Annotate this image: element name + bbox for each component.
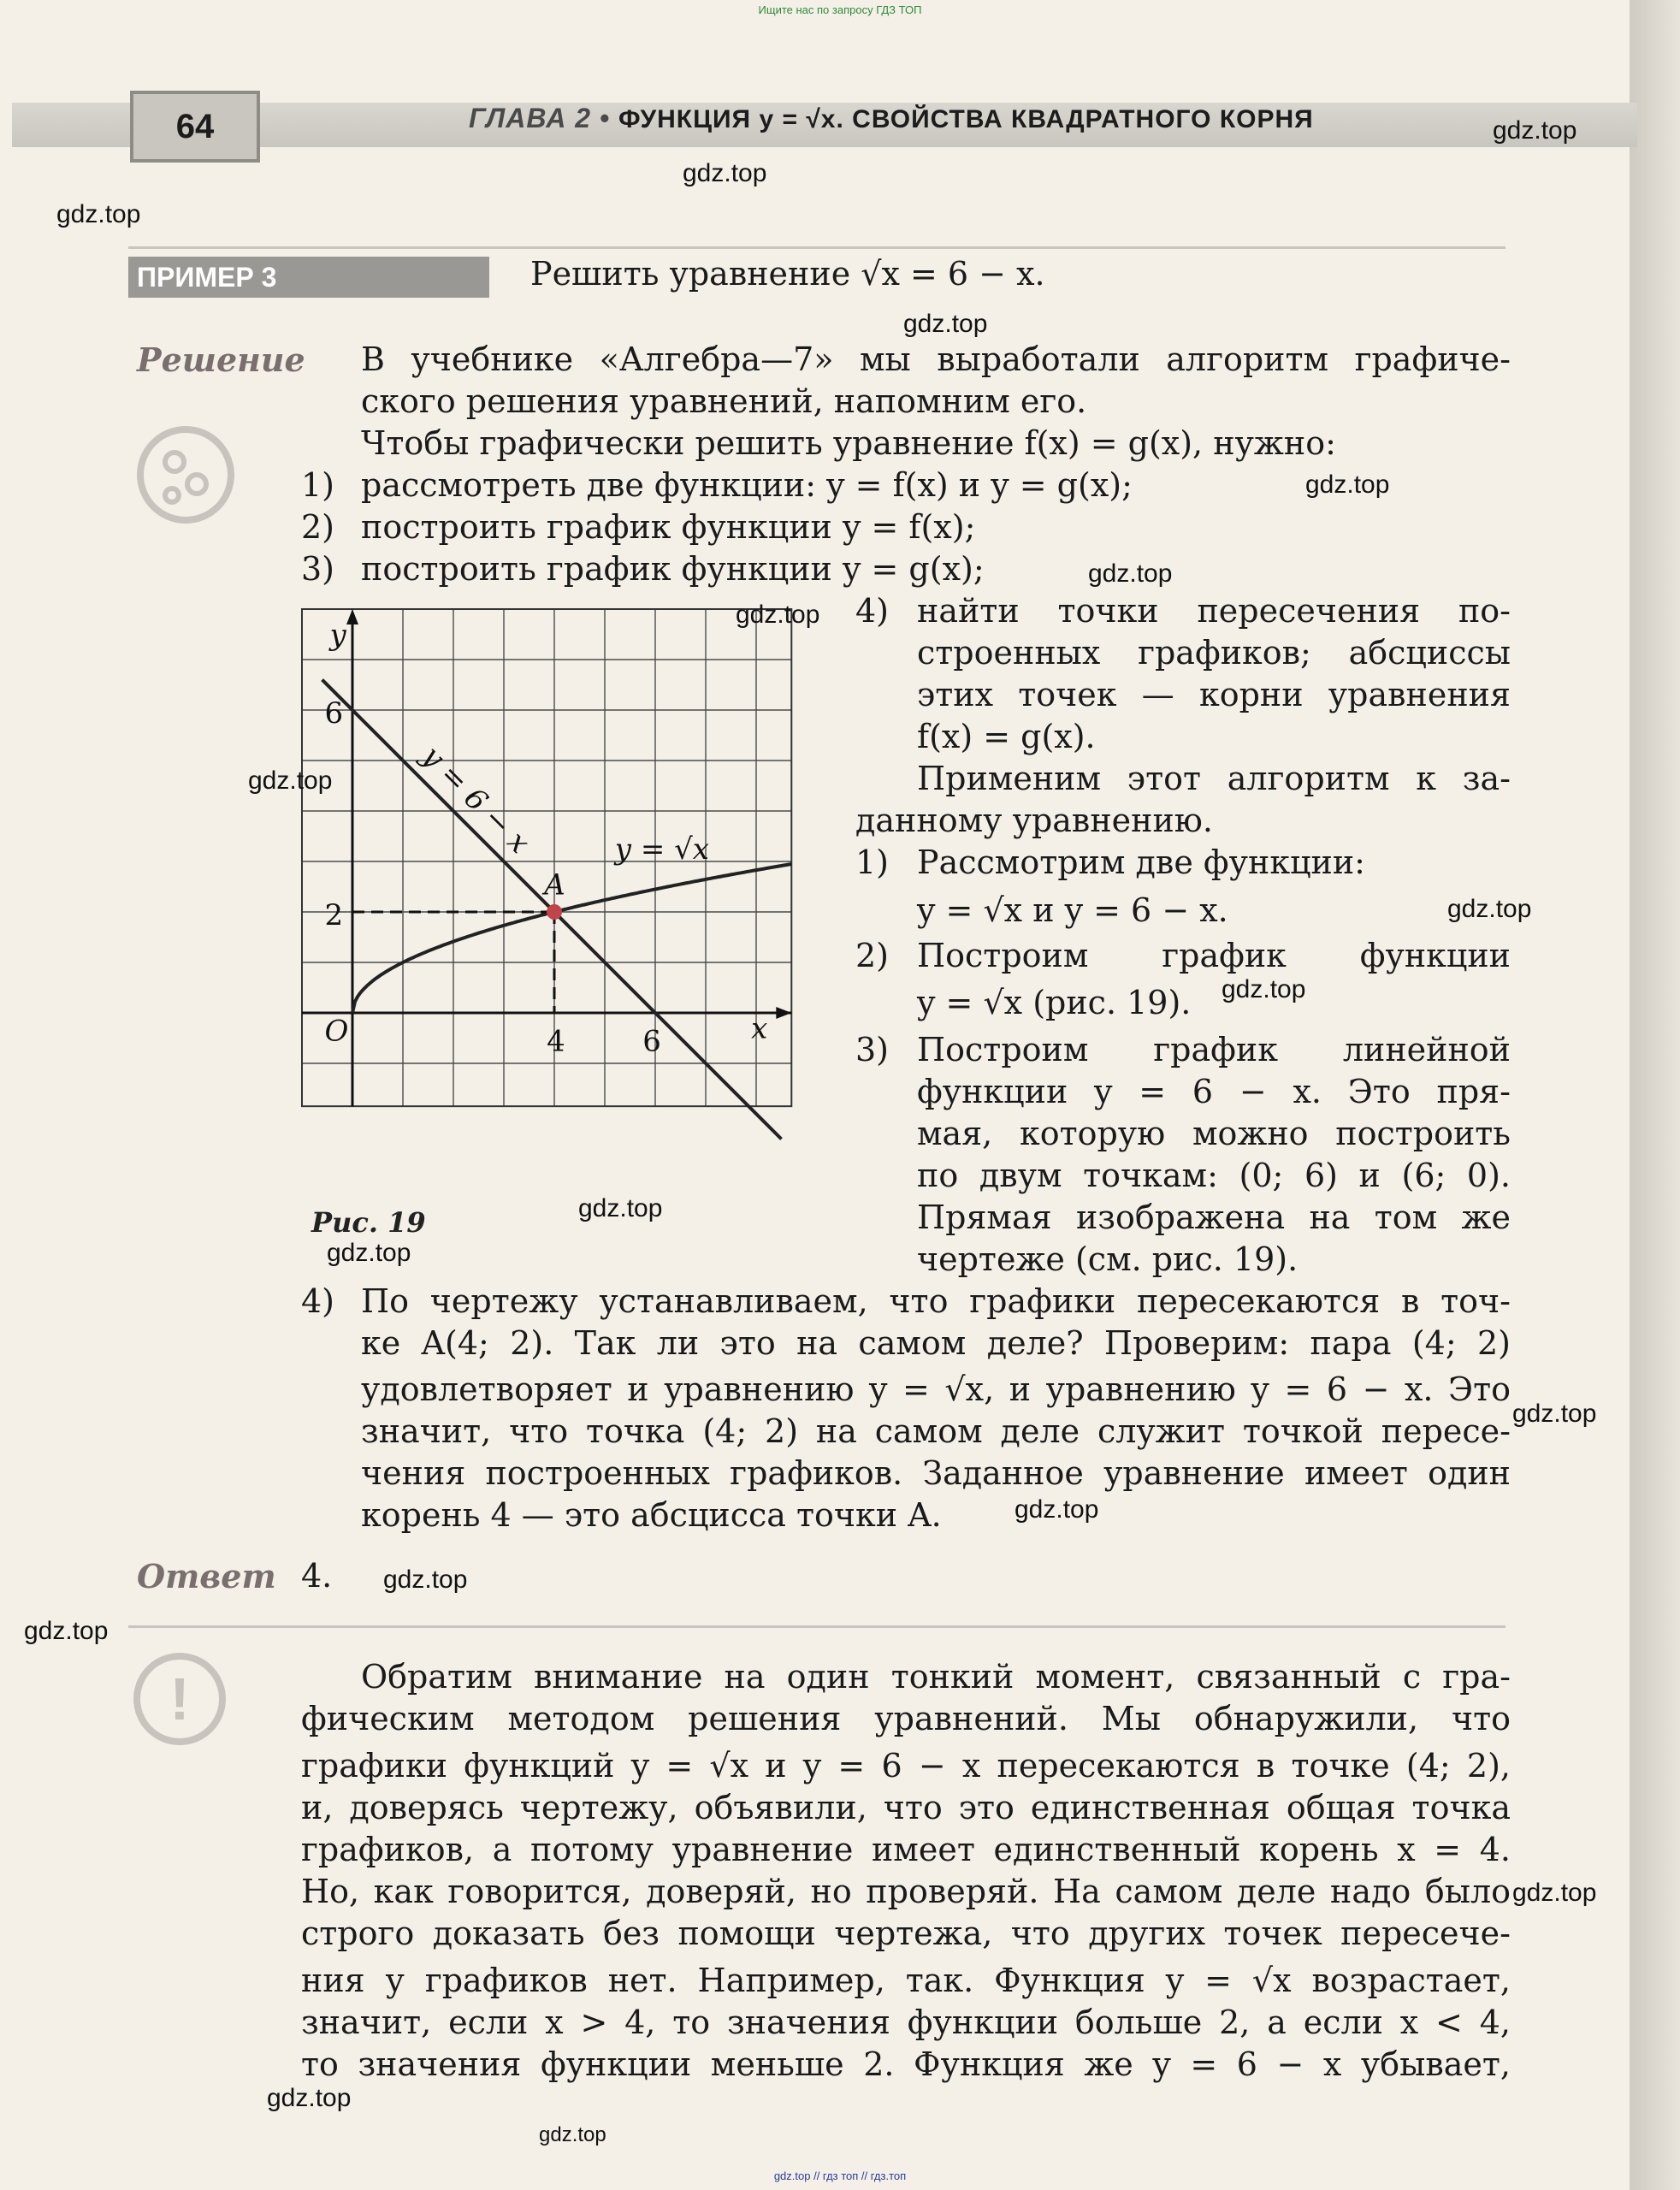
watermark: gdz.top	[56, 200, 141, 228]
answer-value: 4.	[301, 1557, 333, 1595]
text-line: рассмотреть две функции: y = f(x) и y = g(x);	[361, 466, 1133, 504]
text-line: ния у графиков нет. Например, так. Функция y = √x возрастает,	[301, 1962, 1511, 1999]
text-line: чения построенных графиков. Заданное уравнение имеет один	[361, 1454, 1511, 1492]
origin-label: O	[324, 1014, 349, 1049]
tick-label-x6: 6	[642, 1024, 661, 1059]
text-line: удовлетворяет и уравнению y = √x, и уравнению y = 6 − x. Это	[361, 1370, 1511, 1408]
step-number: 4)	[301, 1282, 335, 1320]
text-line: значит, если x > 4, то значения функции больше 2, а если x < 4,	[301, 2004, 1511, 2041]
watermark: gdz.top	[383, 1566, 468, 1594]
x-axis-label: x	[751, 1011, 768, 1046]
text-line: значит, что точка (4; 2) на самом деле служит точкой пересе-	[361, 1412, 1511, 1450]
point-label-a: A	[544, 867, 565, 903]
step-number: 1)	[301, 466, 335, 504]
series-label-linear: y = 6 − x	[415, 739, 536, 861]
watermark: gdz.top	[1222, 975, 1306, 1003]
watermark: gdz.top	[248, 766, 333, 795]
step-number: 3)	[855, 1031, 890, 1068]
x-axis-arrow	[776, 1007, 791, 1019]
text-line: По чертежу устанавливаем, что графики пересекаются в точ-	[361, 1282, 1511, 1320]
example-task: Решить уравнение √x = 6 − x.	[530, 255, 1045, 293]
watermark: gdz.top	[736, 601, 820, 629]
watermark: gdz.top	[267, 2084, 352, 2112]
watermark: gdz.top	[539, 2123, 606, 2146]
text-line: функции y = 6 − x. Это пря-	[917, 1073, 1511, 1110]
chapter-label: ГЛАВА 2	[469, 103, 591, 133]
watermark: gdz.top	[683, 159, 767, 187]
text-line: найти точки пересечения по-	[917, 592, 1511, 630]
intersection-point-a	[547, 904, 562, 920]
text-line: корень 4 — это абсцисса точки A.	[361, 1496, 942, 1534]
chapter-name: ФУНКЦИЯ y = √x. СВОЙСТВА КВАДРАТНОГО КОРНЯ	[618, 105, 1314, 133]
text-line: строенных графиков; абсциссы	[917, 634, 1511, 672]
tick-label-y2: 2	[324, 897, 344, 932]
watermark: gdz.top	[327, 1239, 411, 1267]
text-line: В учебнике «Алгебра—7» мы выработали алгоритм графиче-	[361, 340, 1511, 378]
text-line: построить график функции y = g(x);	[361, 550, 985, 588]
watermark: gdz.top	[903, 310, 988, 338]
section-divider	[128, 1625, 1505, 1628]
y-axis-label: y	[329, 618, 346, 653]
figure-caption: Рис. 19	[311, 1206, 426, 1239]
figure-19	[301, 601, 806, 1174]
solution-label: Решение	[137, 340, 305, 379]
section-divider	[128, 246, 1505, 249]
text-line: Обратим внимание на один тонкий момент, связанный с гра-	[361, 1658, 1511, 1696]
figure-19-graph	[301, 601, 806, 1174]
text-line: Чтобы графически решить уравнение f(x) = g(x), нужно:	[361, 424, 1336, 462]
watermark: gdz.top	[578, 1194, 663, 1222]
text-line: ке A(4; 2). Так ли это на самом деле? Проверим: пара (4; 2)	[361, 1324, 1511, 1362]
step-number: 3)	[301, 550, 335, 588]
text-line: y = √x и y = 6 − x.	[917, 891, 1228, 929]
series-sqrt-line	[352, 864, 791, 1013]
text-line: Построим график линейной	[917, 1031, 1511, 1068]
step-number: 1)	[855, 843, 890, 881]
text-line: этих точек — корни уравнения	[917, 676, 1511, 713]
answer-label: Ответ	[137, 1557, 276, 1595]
text-line: построить график функции y = f(x);	[361, 508, 976, 546]
text-line: ского решения уравнений, напомним его.	[361, 382, 1087, 420]
page-number: 64	[130, 91, 260, 163]
text-line: f(x) = g(x).	[917, 718, 1096, 755]
text-line: Применим этот алгоритм к за-	[917, 760, 1511, 797]
text-line: фическим методом решения уравнений. Мы обнаружили, что	[301, 1700, 1511, 1737]
tick-label-x4: 4	[547, 1024, 565, 1059]
text-line: чертеже (см. рис. 19).	[917, 1240, 1298, 1278]
watermark: gdz.top	[1447, 895, 1532, 923]
tick-label-y6: 6	[324, 695, 344, 731]
series-label-sqrt: y = √x	[614, 832, 709, 867]
watermark: gdz.top	[1305, 471, 1390, 499]
watermark: gdz.top	[1512, 1879, 1597, 1907]
attention-icon: !	[133, 1653, 226, 1745]
text-line: по двум точкам: (0; 6) и (6; 0).	[917, 1157, 1511, 1194]
text-line: графики функций y = √x и y = 6 − x пересекаются в точке (4; 2),	[301, 1747, 1511, 1785]
text-line: и, доверясь чертежу, объявили, что это единственная общая точка	[301, 1789, 1511, 1826]
text-line: Прямая изображена на том же	[917, 1199, 1511, 1236]
step-number: 4)	[855, 592, 890, 630]
text-line: графиков, а потому уравнение имеет единственный корень x = 4.	[301, 1831, 1511, 1868]
text-line: данному уравнению.	[855, 802, 1213, 839]
step-number: 2)	[855, 937, 890, 974]
algorithm-icon	[137, 426, 234, 524]
watermark: gdz.top	[1088, 559, 1173, 588]
watermark: gdz.top	[1512, 1400, 1597, 1428]
bottom-note: gdz.top // гдз топ // гдз.топ	[773, 2169, 907, 2182]
watermark: gdz.top	[1015, 1495, 1099, 1524]
step-number: 2)	[301, 508, 335, 546]
text-line: Но, как говорится, доверяй, но проверяй. На самом деле надо было	[301, 1873, 1511, 1910]
watermark: gdz.top	[24, 1617, 109, 1645]
text-line: то значения функции меньше 2. Функция же y = 6 − x убывает,	[301, 2045, 1511, 2083]
watermark: gdz.top	[1493, 116, 1577, 145]
text-line: Построим график функции	[917, 937, 1511, 974]
example-label: ПРИМЕР 3	[128, 257, 489, 298]
text-line: строго доказать без помощи чертежа, что других точек пересече-	[301, 1915, 1511, 1952]
chapter-title: ГЛАВА 2 • ФУНКЦИЯ y = √x. СВОЙСТВА КВАДРАТНОГО КОРНЯ	[469, 103, 1314, 133]
text-line: Рассмотрим две функции:	[917, 843, 1365, 881]
y-axis-arrow	[346, 609, 358, 624]
page-edge-shadow	[1630, 0, 1680, 2190]
top-search-note: Ищите нас по запросу ГДЗ ТОП	[758, 3, 922, 16]
text-line: мая, которую можно построить	[917, 1115, 1511, 1152]
text-line: y = √x (рис. 19).	[917, 984, 1192, 1021]
